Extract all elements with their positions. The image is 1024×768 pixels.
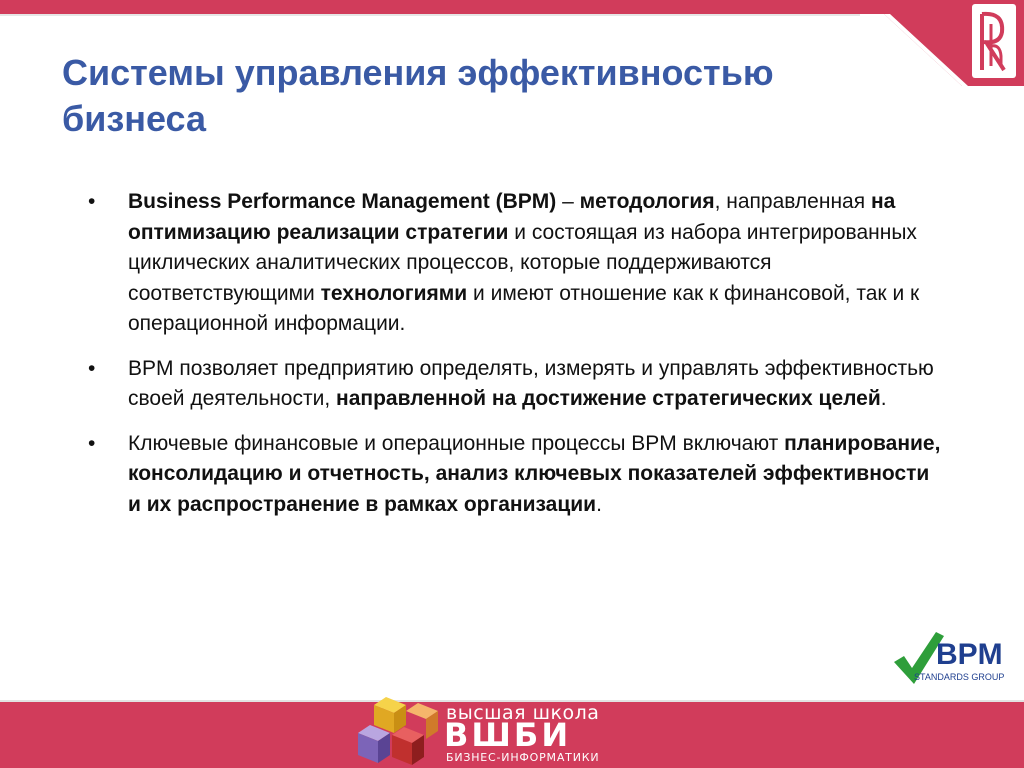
bullet-text: , направленная [714,190,871,213]
bullet-item [88,429,948,521]
bullet-text: Ключевые финансовые и операционные процессы BPM включают [128,431,785,455]
school-name-abbrev: ВШБИ [444,716,572,754]
slide-title-line2: бизнеса [62,98,207,139]
bullet-marker: • [88,431,96,455]
bullet-text-bold: планирование, консолидацию и отчетность, анализ ключевых показателей эффективности и их распространение в рамках организации [128,431,941,516]
monogram-icon [972,4,1016,78]
bullet-text-bold: технологиями [320,281,468,305]
bullet-item [88,187,948,340]
bullet-text: и имеют отношение как к финансовой, так и к операционной информации. [128,281,920,335]
bullet-text: . [880,387,887,410]
bpm-logo-text: BPM [936,638,1003,671]
bullet-text: – [556,190,580,213]
cubes-logo-icon [356,693,448,768]
bullet-marker: • [88,190,96,213]
bullet-text: и состоящая из набора интегрированных циклических аналитических процессов, которые поддерживаются соответствующими [128,220,917,305]
bpm-standards-logo [890,628,1012,688]
bullet-text: . [596,492,602,516]
slide-title [62,50,882,142]
bullet-list [88,187,948,534]
bullet-marker: • [88,356,96,380]
bullet-text-bold: Business Performance Management (BPM) [128,190,557,213]
bullet-text-bold: на оптимизацию реализации стратегии [128,190,896,244]
bullet-text: BPM позволяет предприятию определять, измерять и управлять эффективностью своей деятельности, [128,356,934,410]
bullet-item [88,354,948,415]
school-name-subtitle: БИЗНЕС-ИНФОРМАТИКИ [446,751,600,764]
bullet-text-bold: методология [579,190,715,213]
bullet-text-bold: направленной на достижение стратегических целей [336,387,881,410]
slide-title-line1: Системы управления эффективностью [62,52,774,93]
bpm-logo-subtitle: STANDARDS GROUP [914,672,1005,682]
school-name-small: высшая школа [446,702,600,724]
